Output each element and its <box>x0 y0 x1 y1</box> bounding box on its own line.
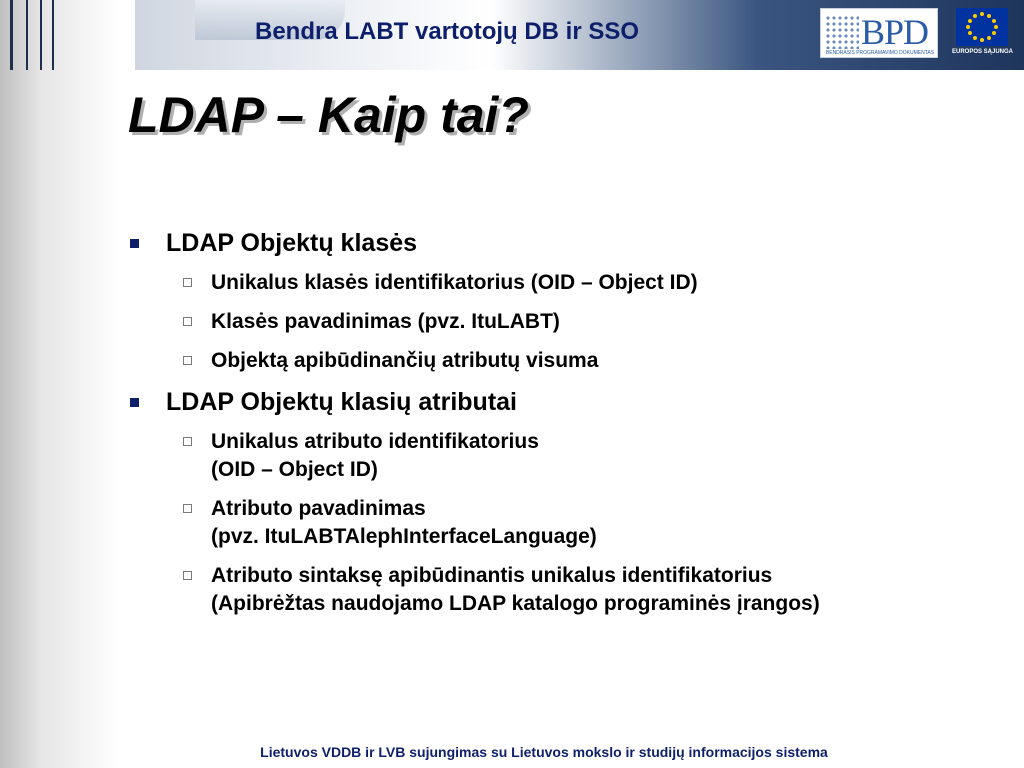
list-item <box>126 269 1006 297</box>
decorative-stripe <box>26 0 28 70</box>
section-heading <box>126 387 1006 417</box>
hollow-square-bullet-icon <box>183 571 192 580</box>
list-item-text: Atributo pavadinimas <box>211 497 426 520</box>
hollow-square-bullet-icon <box>183 504 192 513</box>
decorative-stripe <box>40 0 42 70</box>
section-heading <box>126 228 1006 258</box>
list-item <box>126 562 1006 618</box>
section-label: LDAP Objektų klasių atributai <box>166 388 518 416</box>
list-item-subtext: (pvz. ItuLABTAlephInterfaceLanguage) <box>211 525 597 548</box>
square-bullet-icon <box>130 239 139 248</box>
list-item-text: Atributo sintaksę apibūdinantis unikalus identifikatorius <box>211 564 773 587</box>
hollow-square-bullet-icon <box>183 278 192 287</box>
list-item-text: Objektą apibūdinančių atributų visuma <box>211 349 599 372</box>
left-decoration <box>0 0 120 768</box>
list-item <box>126 347 1006 375</box>
bpd-map-icon <box>825 15 859 49</box>
eu-logo-label: EUROPOS SĄJUNGA <box>952 49 1014 55</box>
bpd-logo-subtitle: BENDRASIS PROGRAMAVIMO DOKUMENTAS <box>825 50 935 56</box>
slide-content <box>126 228 1006 618</box>
hollow-square-bullet-icon <box>183 356 192 365</box>
list-item-text: Unikalus klasės identifikatorius (OID – Object ID) <box>211 271 698 294</box>
eu-logo <box>952 8 1012 60</box>
header-title: Bendra LABT vartotojų DB ir SSO <box>255 18 640 45</box>
list-item <box>126 428 1006 484</box>
list-item-text: Klasės pavadinimas (pvz. ItuLABT) <box>211 310 560 333</box>
bpd-logo <box>820 8 938 58</box>
decorative-stripe <box>52 0 54 70</box>
bpd-logo-text: BPD <box>861 12 929 52</box>
footer-text: Lietuvos VDDB ir LVB sujungimas su Lietuvos mokslo ir studijų informacijos sistema <box>260 744 828 760</box>
square-bullet-icon <box>130 398 139 407</box>
eu-flag-icon <box>956 8 1008 46</box>
list-item <box>126 308 1006 336</box>
list-item-subtext: (OID – Object ID) <box>211 458 378 481</box>
list-item-text: Unikalus atributo identifikatorius <box>211 430 539 453</box>
slide-title: LDAP – Kaip tai? <box>128 87 529 143</box>
decorative-stripe <box>10 0 13 70</box>
hollow-square-bullet-icon <box>183 317 192 326</box>
section-label: LDAP Objektų klasės <box>166 229 418 257</box>
list-item-subtext: (Apibrėžtas naudojamo LDAP katalogo programinės įrangos) <box>211 592 820 615</box>
hollow-square-bullet-icon <box>183 437 192 446</box>
list-item <box>126 495 1006 551</box>
